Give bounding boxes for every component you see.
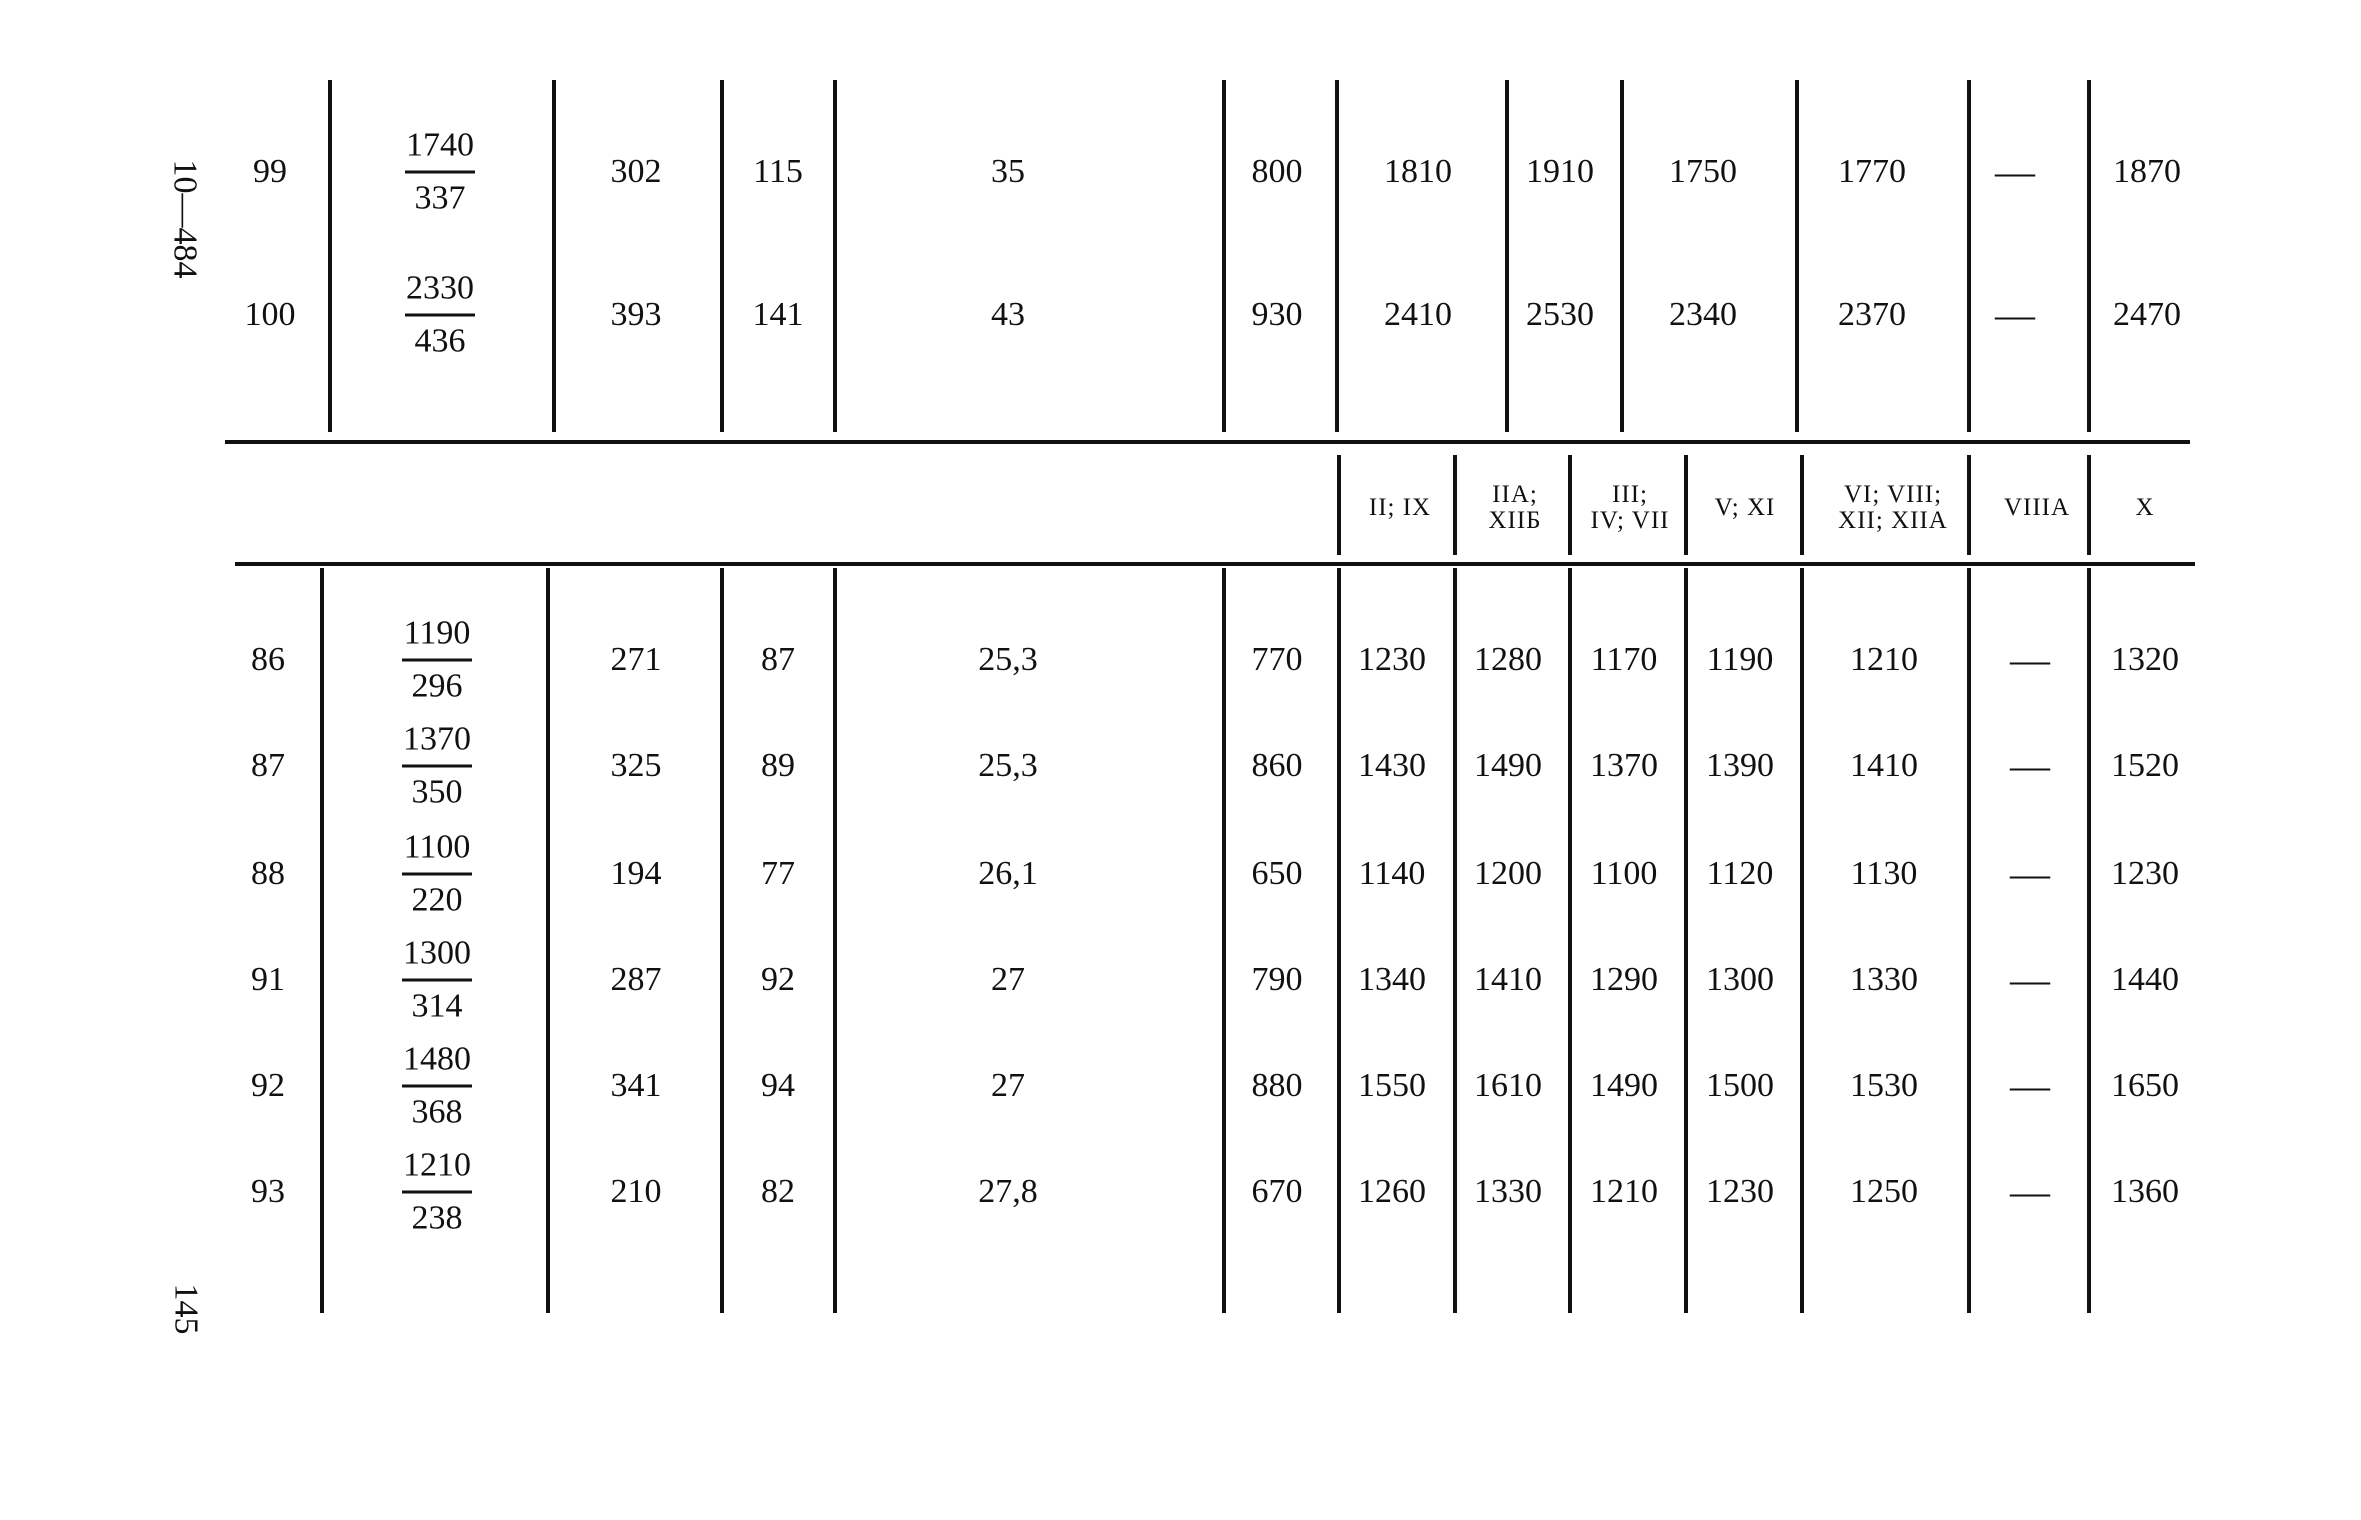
table-cell-c13: 1230	[2111, 855, 2179, 892]
table-cell-c6: 770	[1251, 641, 1303, 678]
table-cell-c6: 880	[1251, 1067, 1303, 1104]
vertical-rule	[1684, 455, 1688, 555]
vertical-rule	[1967, 455, 1971, 555]
table-cell-c12: —	[2010, 743, 2050, 788]
table-cell-c4: 87	[761, 641, 795, 678]
table-cell-id: 92	[251, 1067, 285, 1104]
vertical-rule	[1453, 568, 1457, 1313]
vertical-rule	[1222, 80, 1226, 432]
table-cell-c6: 670	[1251, 1173, 1303, 1210]
vertical-rule	[1795, 80, 1799, 432]
table-cell-c3: 302	[610, 153, 662, 190]
table-cell-c11: —	[1995, 292, 2035, 337]
table-cell-c7: 1230	[1358, 641, 1426, 678]
table-cell-c4: 77	[761, 855, 795, 892]
table-cell-c3: 341	[610, 1067, 662, 1104]
table-cell-c13: 1440	[2111, 961, 2179, 998]
vertical-rule	[1505, 80, 1509, 432]
table-cell-c5: 27	[991, 1067, 1025, 1104]
table-cell-c11: 1330	[1850, 961, 1918, 998]
header-cell-4: V; XI	[1714, 493, 1776, 521]
table-cell-c8: 1200	[1474, 855, 1542, 892]
table-cell-c12: —	[2010, 637, 2050, 682]
table-cell-c10: 1230	[1706, 1173, 1774, 1210]
fraction-numerator: 1300	[403, 934, 471, 972]
table-cell-c9: 1290	[1590, 961, 1658, 998]
table-cell-c5: 25,3	[978, 641, 1038, 678]
table-cell-c3: 271	[610, 641, 662, 678]
table-cell-c4: 82	[761, 1173, 795, 1210]
fraction-denominator: 314	[411, 987, 463, 1025]
fraction-cell	[405, 269, 475, 360]
table-cell-c3: 194	[610, 855, 662, 892]
fraction-numerator: 1370	[403, 720, 471, 758]
page-number-top: 10—484	[166, 159, 204, 279]
table-cell-id: 87	[251, 747, 285, 784]
vertical-rule	[1222, 568, 1226, 1313]
fraction-numerator: 2330	[406, 269, 474, 307]
table-cell-c10: 1390	[1706, 747, 1774, 784]
table-cell-c3: 393	[610, 296, 662, 333]
fraction-denominator: 296	[411, 667, 463, 705]
fraction-numerator: 1100	[403, 828, 471, 866]
table-cell-c10: 1500	[1706, 1067, 1774, 1104]
vertical-rule	[720, 568, 724, 1313]
table-cell-c7: 1260	[1358, 1173, 1426, 1210]
table-cell-c13: 1360	[2111, 1173, 2179, 1210]
table-cell-c8: 1490	[1474, 747, 1542, 784]
fraction-cell	[402, 1040, 472, 1131]
table-cell-c9: 2340	[1669, 296, 1737, 333]
table-cell-c13: 1650	[2111, 1067, 2179, 1104]
vertical-rule	[1453, 455, 1457, 555]
table-cell-c12: 1870	[2113, 153, 2181, 190]
table-cell-id: 99	[253, 153, 287, 190]
fraction-cell	[402, 1146, 472, 1237]
table-cell-c11: 1250	[1850, 1173, 1918, 1210]
table-cell-c10: 1190	[1706, 641, 1774, 678]
table-cell-c8: 1330	[1474, 1173, 1542, 1210]
table-cell-c5: 43	[991, 296, 1025, 333]
table-cell-c12: —	[2010, 851, 2050, 896]
table-cell-c9: 1210	[1590, 1173, 1658, 1210]
horizontal-rule	[225, 440, 2190, 444]
fraction-denominator: 436	[414, 322, 466, 360]
vertical-rule	[1568, 568, 1572, 1313]
table-cell-c10: 1120	[1706, 855, 1774, 892]
table-cell-c7: 1810	[1384, 153, 1452, 190]
vertical-rule	[720, 80, 724, 432]
table-cell-c6: 800	[1251, 153, 1303, 190]
header-cell-7: X	[2135, 493, 2155, 521]
table-cell-c9: 1170	[1590, 641, 1658, 678]
fraction-denominator: 220	[411, 881, 463, 919]
table-cell-c5: 25,3	[978, 747, 1038, 784]
vertical-rule	[1335, 80, 1339, 432]
vertical-rule	[1684, 568, 1688, 1313]
header-cell-5: VI; VIII; XII; XIIA	[1838, 480, 1948, 534]
vertical-rule	[1620, 80, 1624, 432]
table-cell-c4: 92	[761, 961, 795, 998]
vertical-rule	[1967, 80, 1971, 432]
fraction-cell	[402, 934, 472, 1025]
table-cell-c5: 26,1	[978, 855, 1038, 892]
header-cell-1: II; IX	[1368, 493, 1432, 521]
table-cell-c11: 1530	[1850, 1067, 1918, 1104]
table-cell-c4: 115	[753, 153, 803, 190]
table-cell-c7: 1340	[1358, 961, 1426, 998]
table-cell-c9: 1370	[1590, 747, 1658, 784]
fraction-cell	[402, 614, 472, 705]
table-cell-c11: 1410	[1850, 747, 1918, 784]
page-number-bottom: 145	[167, 1283, 205, 1335]
table-cell-id: 91	[251, 961, 285, 998]
vertical-rule	[546, 568, 550, 1313]
table-cell-c12: —	[2010, 957, 2050, 1002]
table-cell-c9: 1490	[1590, 1067, 1658, 1104]
header-cell-2: IIA; XIIБ	[1488, 480, 1542, 534]
fraction-denominator: 368	[411, 1093, 463, 1131]
table-cell-c7: 1140	[1358, 855, 1426, 892]
table-cell-c6: 650	[1251, 855, 1303, 892]
table-cell-c11: —	[1995, 149, 2035, 194]
table-cell-c7: 1550	[1358, 1067, 1426, 1104]
vertical-rule	[2087, 455, 2091, 555]
fraction-numerator: 1740	[406, 126, 474, 164]
table-cell-c13: 1520	[2111, 747, 2179, 784]
fraction-cell	[405, 126, 475, 217]
vertical-rule	[1568, 455, 1572, 555]
vertical-rule	[328, 80, 332, 432]
vertical-rule	[1337, 455, 1341, 555]
table-cell-c5: 35	[991, 153, 1025, 190]
vertical-rule	[1967, 568, 1971, 1313]
header-cell-6: VIIIA	[2003, 493, 2071, 521]
table-cell-c8: 1910	[1526, 153, 1594, 190]
vertical-rule	[552, 80, 556, 432]
table-cell-c12: —	[2010, 1169, 2050, 1214]
vertical-rule	[1800, 455, 1804, 555]
table-cell-c6: 790	[1251, 961, 1303, 998]
table-cell-c5: 27,8	[978, 1173, 1038, 1210]
fraction-numerator: 1210	[403, 1146, 471, 1184]
fraction-numerator: 1190	[403, 614, 471, 652]
table-cell-c8: 1410	[1474, 961, 1542, 998]
fraction-denominator: 337	[414, 179, 466, 217]
vertical-rule	[2087, 80, 2091, 432]
table-cell-c3: 210	[610, 1173, 662, 1210]
table-cell-c13: 1320	[2111, 641, 2179, 678]
table-cell-c8: 1280	[1474, 641, 1542, 678]
table-cell-c10: 1770	[1838, 153, 1906, 190]
table-cell-c7: 2410	[1384, 296, 1452, 333]
vertical-rule	[1800, 568, 1804, 1313]
vertical-rule	[833, 568, 837, 1313]
table-cell-c10: 1300	[1706, 961, 1774, 998]
fraction-denominator: 350	[411, 773, 463, 811]
vertical-rule	[2087, 568, 2091, 1313]
table-cell-c9: 1750	[1669, 153, 1737, 190]
table-cell-c10: 2370	[1838, 296, 1906, 333]
table-cell-c4: 89	[761, 747, 795, 784]
table-cell-id: 100	[244, 296, 296, 333]
table-cell-c12: 2470	[2113, 296, 2181, 333]
table-cell-c5: 27	[991, 961, 1025, 998]
table-cell-c3: 325	[610, 747, 662, 784]
table-cell-c7: 1430	[1358, 747, 1426, 784]
table-cell-c12: —	[2010, 1063, 2050, 1108]
table-cell-c8: 2530	[1526, 296, 1594, 333]
table-cell-c11: 1130	[1850, 855, 1918, 892]
fraction-cell	[402, 828, 472, 919]
vertical-rule	[833, 80, 837, 432]
vertical-rule	[320, 568, 324, 1313]
table-cell-c11: 1210	[1850, 641, 1918, 678]
table-cell-c4: 94	[761, 1067, 795, 1104]
table-cell-c6: 930	[1251, 296, 1303, 333]
table-cell-id: 86	[251, 641, 285, 678]
table-cell-id: 93	[251, 1173, 285, 1210]
fraction-denominator: 238	[411, 1199, 463, 1237]
fraction-numerator: 1480	[403, 1040, 471, 1078]
table-cell-c8: 1610	[1474, 1067, 1542, 1104]
vertical-rule	[1337, 568, 1341, 1313]
fraction-cell	[402, 720, 472, 811]
table-cell-c3: 287	[610, 961, 662, 998]
header-cell-3: III; IV; VII	[1590, 480, 1670, 534]
table-cell-c9: 1100	[1590, 855, 1658, 892]
table-cell-id: 88	[251, 855, 285, 892]
table-cell-c6: 860	[1251, 747, 1303, 784]
table-cell-c4: 141	[752, 296, 804, 333]
horizontal-rule	[235, 562, 2195, 566]
